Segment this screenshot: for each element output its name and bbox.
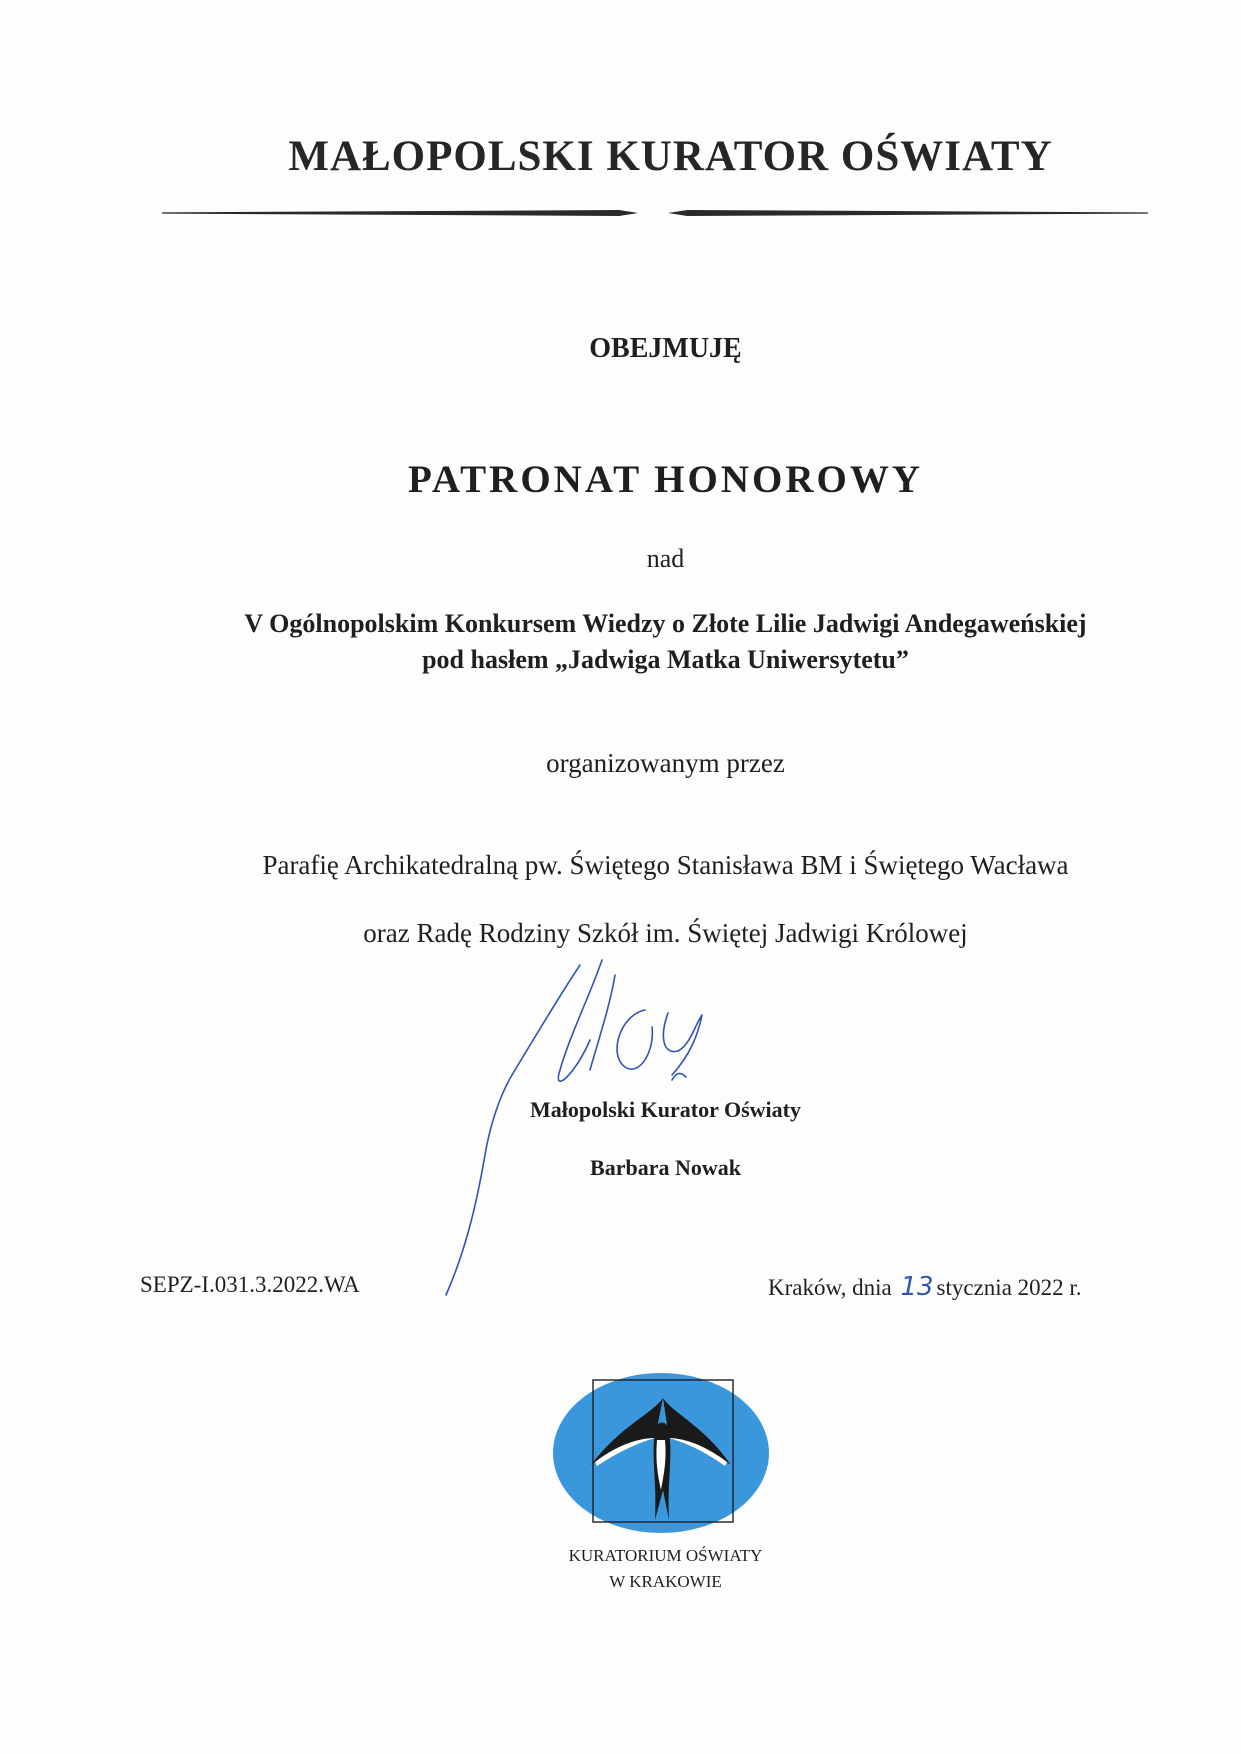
reference-number: SEPZ-I.031.3.2022.WA xyxy=(140,1272,360,1297)
signer-title: Małopolski Kurator Oświaty xyxy=(530,1097,801,1122)
date-suffix: stycznia 2022 r. xyxy=(936,1275,1082,1300)
organizer-line2: oraz Radę Rodziny Szkół im. Świętej Jadwigi Królowej xyxy=(363,918,968,948)
nad-text: nad xyxy=(646,544,685,573)
institution-name-line2: W KRAKOWIE xyxy=(609,1572,722,1591)
contest-name-line1: V Ogólnopolskim Konkursem Wiedzy o Złote Lilie Jadwigi Andegaweńskiej xyxy=(244,609,1087,638)
institution-name-line1: KURATORIUM OŚWIATY xyxy=(568,1546,763,1565)
heading-rule-right xyxy=(668,210,1148,216)
organizer-line1: Parafię Archikatedralną pw. Świętego Stanisława BM i Świętego Wacława xyxy=(262,850,1069,880)
heading-rule-left xyxy=(162,210,638,216)
obejmuje-text: OBEJMUJĘ xyxy=(589,333,742,364)
kuratorium-logo xyxy=(551,1370,771,1540)
organized-by-text: organizowanym przez xyxy=(546,748,785,778)
signer-name: Barbara Nowak xyxy=(590,1155,741,1180)
handwritten-signature xyxy=(440,955,770,1315)
contest-name-line2: pod hasłem „Jadwiga Matka Uniwersytetu” xyxy=(422,645,909,674)
document-heading: MAŁOPOLSKI KURATOR OŚWIATY xyxy=(288,133,1053,180)
patronat-title: PATRONAT HONOROWY xyxy=(407,458,924,501)
document-date xyxy=(768,1272,1082,1302)
date-day-handwritten: 13 xyxy=(900,1272,934,1302)
date-prefix: Kraków, dnia xyxy=(768,1275,892,1300)
